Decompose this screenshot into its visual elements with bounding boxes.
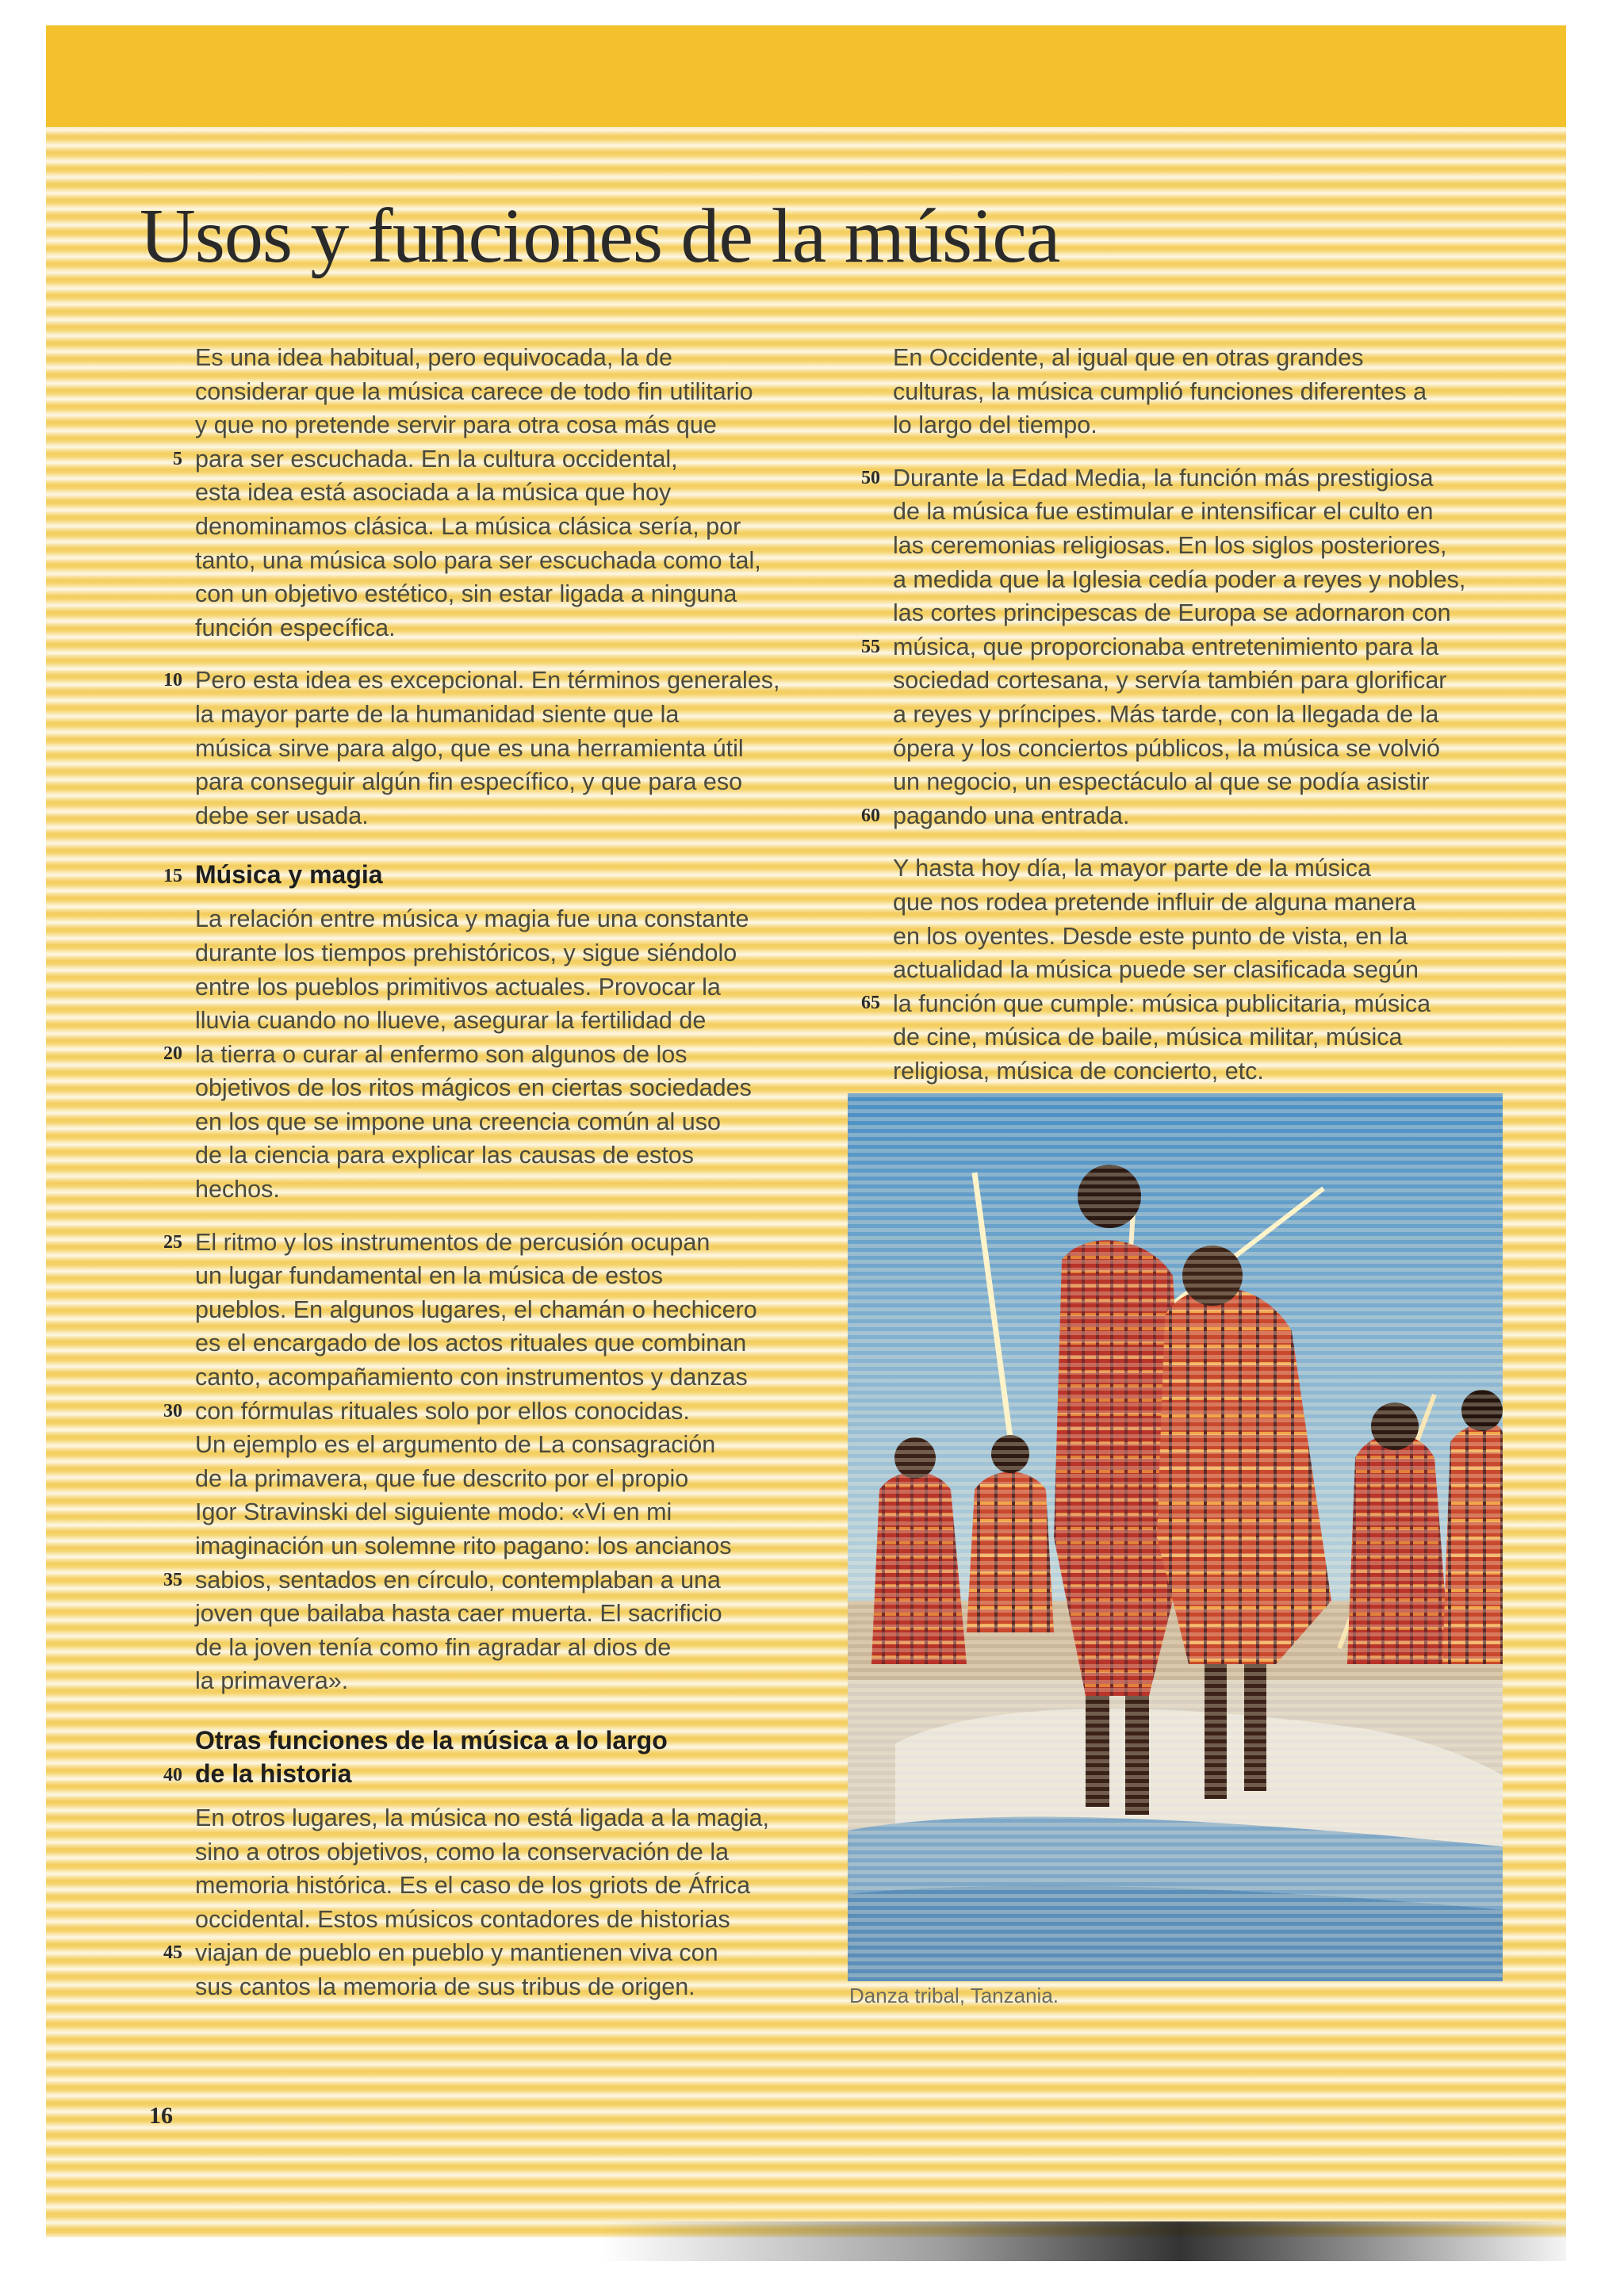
text-line: Igor Stravinski del siguiente modo: «Vi en mi (195, 1498, 672, 1526)
text-line: música, que proporcionaba entretenimiento para la (893, 633, 1439, 660)
paragraph-magic (163, 902, 853, 1206)
heading-text: Otras funciones de la música a lo largo (195, 1725, 668, 1755)
text-line: con un objetivo estético, sin estar ligada a ninguna (195, 580, 737, 608)
text-line: con fórmulas rituales solo por ellos conocidas. (195, 1397, 690, 1425)
page-title: Usos y funciones de la música (140, 193, 1060, 279)
text-line: entre los pueblos primitivos actuales. Provocar la (195, 973, 721, 1001)
text-line: hechos. (195, 1176, 280, 1203)
text-line: Pero esta idea es excepcional. En términos generales, (195, 667, 780, 695)
scan-shadow (601, 2221, 1566, 2261)
line-number: 25 (163, 1231, 182, 1253)
text-line: de la música fue estimular e intensificar el culto en (893, 498, 1434, 526)
text-line: y que no pretende servir para otra cosa más que (195, 411, 717, 439)
line-number: 50 (861, 467, 880, 488)
text-line: debe ser usada. (195, 802, 369, 829)
text-line: las ceremonias religiosas. En los siglos posteriores, (893, 531, 1447, 559)
book-page (46, 25, 1566, 2237)
text-line: es el encargado de los actos rituales que combinan (195, 1330, 747, 1357)
text-line: un negocio, un espectáculo al que se podía asistir (893, 768, 1430, 796)
paragraph-griots (163, 1801, 853, 2004)
line-number: 40 (163, 1764, 182, 1785)
text-line: pueblos. En algunos lugares, el chamán o hechicero (195, 1295, 757, 1323)
paragraph-exception (163, 664, 853, 832)
text-line: un lugar fundamental en la música de estos (195, 1262, 664, 1290)
text-line: Un ejemplo es el argumento de La consagración (195, 1431, 716, 1459)
text-line: La relación entre música y magia fue una constante (195, 905, 749, 933)
text-line: ópera y los conciertos públicos, la música se volvió (893, 734, 1440, 762)
text-line: culturas, la música cumplió funciones diferentes a (893, 377, 1427, 405)
left-text-column (163, 341, 853, 2023)
heading-text: de la historia (195, 1758, 352, 1788)
text-line: durante los tiempos prehistóricos, y sigue siéndolo (195, 939, 737, 966)
right-text-column (861, 341, 1543, 1107)
text-line: pagando una entrada. (893, 802, 1130, 829)
text-line: actualidad la música puede ser clasificada según (893, 956, 1419, 984)
text-line: la función que cumple: música publicitaria, música (893, 989, 1431, 1017)
paragraph-rhythm (163, 1226, 853, 1698)
text-line: esta idea está asociada a la música que hoy (195, 479, 672, 507)
text-line: lo largo del tiempo. (893, 411, 1097, 439)
text-line: de la primavera, que fue descrito por el propio (195, 1464, 689, 1492)
line-number: 30 (163, 1400, 182, 1422)
line-number: 20 (163, 1043, 182, 1065)
text-line: En Occidente, al igual que en otras grandes (893, 344, 1364, 371)
text-line: canto, acompañamiento con instrumentos y danzas (195, 1364, 748, 1391)
line-number: 5 (173, 449, 182, 469)
text-line: en los oyentes. Desde este punto de vista, en la (893, 922, 1408, 950)
text-line: la primavera». (195, 1667, 349, 1695)
paragraph-occident (893, 341, 1543, 442)
text-line: denominamos clásica. La música clásica sería, por (195, 512, 741, 540)
line-number: 35 (163, 1569, 182, 1590)
line-number: 55 (861, 636, 880, 657)
photo-caption: Danza tribal, Tanzania. (849, 1984, 1059, 2007)
text-line: la tierra o curar al enfermo son algunos de los (195, 1040, 688, 1068)
text-line: lluvia cuando no llueve, asegurar la fertilidad de (195, 1007, 707, 1035)
line-number: 65 (861, 993, 880, 1014)
text-line: occidental. Estos músicos contadores de historias (195, 1905, 730, 1933)
text-line: religiosa, música de concierto, etc. (893, 1057, 1264, 1085)
text-line: sabios, sentados en círculo, contemplaban a una (195, 1566, 721, 1594)
heading-text: Música y magia (195, 860, 383, 890)
page-number: 16 (149, 2103, 173, 2129)
text-line: en los que se impone una creencia común al uso (195, 1108, 721, 1135)
line-number: 60 (861, 805, 880, 826)
text-line: a reyes y príncipes. Más tarde, con la llegada de la (893, 700, 1439, 728)
text-line: considerar que la música carece de todo fin utilitario (195, 377, 753, 405)
text-line: imaginación un solemne rito pagano: los ancianos (195, 1533, 732, 1559)
line-number: 45 (163, 1942, 182, 1963)
text-line: viajan de pueblo en pueblo y mantienen viva con (195, 1939, 718, 1967)
text-line: sus cantos la memoria de sus tribus de origen. (195, 1973, 695, 2000)
paragraph-today (861, 851, 1543, 1088)
text-line: la mayor parte de la humanidad siente que la (195, 700, 680, 728)
text-line: El ritmo y los instrumentos de percusión ocupan (195, 1228, 710, 1256)
text-line: joven que bailaba hasta caer muerta. El sacrificio (195, 1600, 722, 1628)
text-line: de cine, música de baile, música militar, música (893, 1024, 1403, 1051)
text-line: Es una idea habitual, pero equivocada, la de (195, 344, 672, 371)
top-color-band (46, 25, 1566, 127)
text-line: Durante la Edad Media, la función más prestigiosa (893, 464, 1434, 492)
text-line: las cortes principescas de Europa se adornaron con (893, 599, 1451, 627)
line-number: 15 (163, 866, 182, 887)
text-line: función específica. (195, 614, 396, 641)
text-line: Y hasta hoy día, la mayor parte de la música (893, 855, 1371, 882)
text-line: que nos rodea pretende influir de alguna manera (893, 888, 1416, 916)
text-line: para ser escuchada. En la cultura occidental, (195, 445, 678, 473)
text-line: música sirve para algo, que es una herramienta útil (195, 734, 744, 762)
text-line: tanto, una música solo para ser escuchada como tal, (195, 546, 761, 574)
text-line: objetivos de los ritos mágicos en ciertas sociedades (195, 1074, 752, 1102)
paragraph-middle-ages (861, 461, 1543, 833)
text-line: para conseguir algún fin específico, y que para eso (195, 768, 743, 796)
text-line: En otros lugares, la música no está ligada a la magia, (195, 1804, 769, 1831)
text-line: sociedad cortesana, y servía también para glorificar (893, 667, 1447, 695)
tribal-dance-photo (848, 1093, 1503, 1981)
line-number: 10 (163, 670, 182, 691)
text-line: a medida que la Iglesia cedía poder a reyes y nobles, (893, 565, 1466, 593)
section-heading-magic (163, 858, 853, 891)
section-heading-other-functions (163, 1724, 853, 1790)
text-line: de la ciencia para explicar las causas de estos (195, 1142, 694, 1169)
paragraph-intro (173, 341, 853, 645)
text-line: sino a otros objetivos, como la conservación de la (195, 1838, 730, 1866)
text-line: memoria histórica. Es el caso de los griots de África (195, 1872, 751, 1900)
text-line: de la joven tenía como fin agradar al dios de (195, 1633, 672, 1661)
